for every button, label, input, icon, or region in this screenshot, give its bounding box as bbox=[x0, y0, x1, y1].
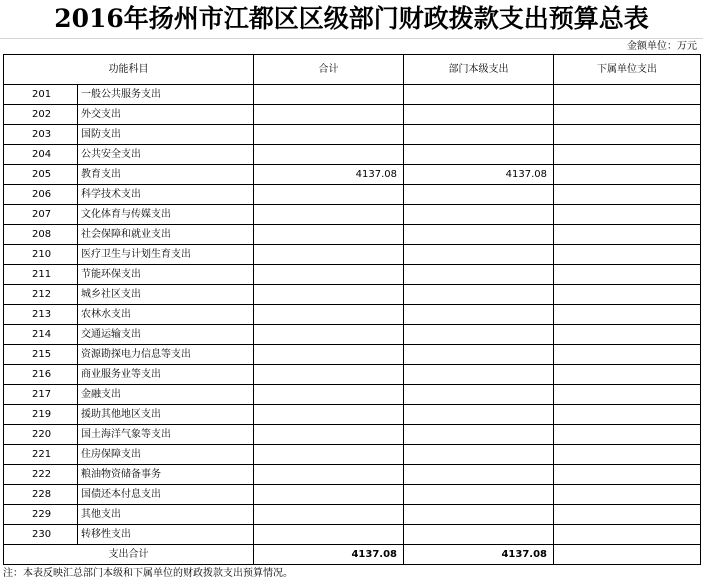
cell-code[interactable]: 215 bbox=[4, 345, 78, 365]
table-row bbox=[4, 465, 701, 485]
cell-sub[interactable] bbox=[554, 345, 701, 365]
header-dept-level[interactable]: 部门本级支出 bbox=[404, 55, 554, 85]
cell-dept[interactable] bbox=[404, 345, 554, 365]
cell-sub[interactable] bbox=[554, 105, 701, 125]
header-function-subject[interactable]: 功能科目 bbox=[4, 55, 254, 85]
cell-name[interactable]: 农林水支出 bbox=[78, 305, 254, 325]
cell-total[interactable] bbox=[254, 125, 404, 145]
cell-dept[interactable] bbox=[404, 285, 554, 305]
cell-dept[interactable] bbox=[404, 185, 554, 205]
cell-total[interactable] bbox=[254, 505, 404, 525]
cell-code[interactable]: 204 bbox=[4, 145, 78, 165]
cell-code[interactable]: 220 bbox=[4, 425, 78, 445]
cell-code[interactable]: 228 bbox=[4, 485, 78, 505]
cell-total[interactable] bbox=[254, 225, 404, 245]
cell-dept[interactable] bbox=[404, 385, 554, 405]
unit-label: 金额单位：万元 bbox=[627, 41, 697, 52]
cell-dept[interactable] bbox=[404, 145, 554, 165]
table-row bbox=[4, 405, 701, 425]
table-note: 注：本表反映汇总部门本级和下属单位的财政拨款支出预算情况。 bbox=[3, 568, 293, 579]
cell-dept[interactable] bbox=[404, 445, 554, 465]
table-row bbox=[4, 205, 701, 225]
cell-code[interactable]: 222 bbox=[4, 465, 78, 485]
header-sub-unit[interactable]: 下属单位支出 bbox=[554, 55, 701, 85]
table-row bbox=[4, 165, 701, 185]
cell-name[interactable]: 国债还本付息支出 bbox=[78, 485, 254, 505]
cell-total[interactable] bbox=[254, 245, 404, 265]
table-row bbox=[4, 525, 701, 545]
cell-name[interactable]: 住房保障支出 bbox=[78, 445, 254, 465]
cell-dept[interactable] bbox=[404, 265, 554, 285]
cell-name[interactable]: 交通运输支出 bbox=[78, 325, 254, 345]
table-row bbox=[4, 105, 701, 125]
cell-code[interactable]: 205 bbox=[4, 165, 78, 185]
cell-name[interactable]: 粮油物资储备事务 bbox=[78, 465, 254, 485]
cell-total[interactable] bbox=[254, 485, 404, 505]
cell-dept[interactable] bbox=[404, 125, 554, 145]
cell-sub[interactable] bbox=[554, 205, 701, 225]
cell-code[interactable]: 217 bbox=[4, 385, 78, 405]
cell-sub[interactable] bbox=[554, 385, 701, 405]
cell-code[interactable]: 207 bbox=[4, 205, 78, 225]
cell-total[interactable] bbox=[254, 345, 404, 365]
cell-dept[interactable] bbox=[404, 305, 554, 325]
cell-name[interactable]: 国防支出 bbox=[78, 125, 254, 145]
cell-sub[interactable] bbox=[554, 165, 701, 185]
cell-code[interactable]: 221 bbox=[4, 445, 78, 465]
cell-sub[interactable] bbox=[554, 325, 701, 345]
cell-code[interactable]: 211 bbox=[4, 265, 78, 285]
cell-sub[interactable] bbox=[554, 145, 701, 165]
table-row bbox=[4, 425, 701, 445]
cell-name[interactable]: 社会保障和就业支出 bbox=[78, 225, 254, 245]
cell-sub[interactable] bbox=[554, 525, 701, 545]
cell-sub[interactable] bbox=[554, 425, 701, 445]
cell-sub[interactable] bbox=[554, 85, 701, 105]
table-row bbox=[4, 145, 701, 165]
cell-code[interactable]: 230 bbox=[4, 525, 78, 545]
table-row bbox=[4, 365, 701, 385]
cell-code[interactable]: 219 bbox=[4, 405, 78, 425]
cell-sub[interactable] bbox=[554, 185, 701, 205]
cell-name[interactable]: 城乡社区支出 bbox=[78, 285, 254, 305]
cell-total[interactable] bbox=[254, 305, 404, 325]
cell-name[interactable]: 转移性支出 bbox=[78, 525, 254, 545]
cell-sub[interactable] bbox=[554, 125, 701, 145]
total-dept[interactable]: 4137.08 bbox=[404, 545, 554, 565]
cell-name[interactable]: 节能环保支出 bbox=[78, 265, 254, 285]
table-row bbox=[4, 285, 701, 305]
cell-sub[interactable] bbox=[554, 505, 701, 525]
cell-total[interactable] bbox=[254, 365, 404, 385]
total-row bbox=[4, 545, 701, 565]
cell-dept[interactable] bbox=[404, 405, 554, 425]
cell-total[interactable] bbox=[254, 465, 404, 485]
cell-code[interactable]: 210 bbox=[4, 245, 78, 265]
table-row bbox=[4, 305, 701, 325]
table-row bbox=[4, 125, 701, 145]
table-header-row bbox=[4, 55, 701, 85]
total-sub[interactable] bbox=[554, 545, 701, 565]
cell-name[interactable]: 国土海洋气象等支出 bbox=[78, 425, 254, 445]
cell-name[interactable]: 外交支出 bbox=[78, 105, 254, 125]
cell-code[interactable]: 214 bbox=[4, 325, 78, 345]
cell-name[interactable]: 其他支出 bbox=[78, 505, 254, 525]
table-row bbox=[4, 485, 701, 505]
cell-sub[interactable] bbox=[554, 445, 701, 465]
cell-name[interactable]: 一般公共服务支出 bbox=[78, 85, 254, 105]
cell-dept[interactable] bbox=[404, 325, 554, 345]
table-row bbox=[4, 85, 701, 105]
spreadsheet-gridline bbox=[0, 38, 703, 55]
table-row bbox=[4, 345, 701, 365]
cell-total[interactable] bbox=[254, 205, 404, 225]
cell-sub[interactable] bbox=[554, 265, 701, 285]
cell-total[interactable] bbox=[254, 105, 404, 125]
cell-dept[interactable] bbox=[404, 245, 554, 265]
cell-code[interactable]: 212 bbox=[4, 285, 78, 305]
cell-total[interactable] bbox=[254, 525, 404, 545]
total-amount[interactable]: 4137.08 bbox=[254, 545, 404, 565]
cell-dept[interactable] bbox=[404, 205, 554, 225]
cell-total[interactable] bbox=[254, 325, 404, 345]
cell-code[interactable]: 213 bbox=[4, 305, 78, 325]
table-row bbox=[4, 445, 701, 465]
cell-code[interactable]: 206 bbox=[4, 185, 78, 205]
cell-dept[interactable] bbox=[404, 225, 554, 245]
cell-total[interactable] bbox=[254, 425, 404, 445]
cell-code[interactable]: 202 bbox=[4, 105, 78, 125]
cell-total[interactable] bbox=[254, 385, 404, 405]
cell-total[interactable] bbox=[254, 405, 404, 425]
cell-code[interactable]: 229 bbox=[4, 505, 78, 525]
cell-name[interactable]: 科学技术支出 bbox=[78, 185, 254, 205]
cell-sub[interactable] bbox=[554, 285, 701, 305]
cell-total[interactable] bbox=[254, 85, 404, 105]
cell-name[interactable]: 文化体育与传媒支出 bbox=[78, 205, 254, 225]
cell-code[interactable]: 208 bbox=[4, 225, 78, 245]
cell-total[interactable]: 4137.08 bbox=[254, 165, 404, 185]
cell-sub[interactable] bbox=[554, 465, 701, 485]
cell-name[interactable]: 援助其他地区支出 bbox=[78, 405, 254, 425]
table-row bbox=[4, 185, 701, 205]
header-total[interactable]: 合计 bbox=[254, 55, 404, 85]
table-row bbox=[4, 385, 701, 405]
budget-table bbox=[3, 54, 701, 565]
cell-dept[interactable] bbox=[404, 85, 554, 105]
cell-total[interactable] bbox=[254, 285, 404, 305]
cell-dept[interactable]: 4137.08 bbox=[404, 165, 554, 185]
table-row bbox=[4, 225, 701, 245]
table-row bbox=[4, 325, 701, 345]
cell-total[interactable] bbox=[254, 145, 404, 165]
cell-sub[interactable] bbox=[554, 365, 701, 385]
cell-total[interactable] bbox=[254, 185, 404, 205]
cell-code[interactable]: 203 bbox=[4, 125, 78, 145]
cell-sub[interactable] bbox=[554, 245, 701, 265]
cell-dept[interactable] bbox=[404, 505, 554, 525]
cell-name[interactable]: 商业服务业等支出 bbox=[78, 365, 254, 385]
table-row bbox=[4, 245, 701, 265]
cell-dept[interactable] bbox=[404, 105, 554, 125]
cell-code[interactable]: 201 bbox=[4, 85, 78, 105]
cell-dept[interactable] bbox=[404, 485, 554, 505]
table-row bbox=[4, 265, 701, 285]
cell-sub[interactable] bbox=[554, 405, 701, 425]
cell-name[interactable]: 公共安全支出 bbox=[78, 145, 254, 165]
cell-sub[interactable] bbox=[554, 485, 701, 505]
total-label[interactable]: 支出合计 bbox=[4, 545, 254, 565]
cell-code[interactable]: 216 bbox=[4, 365, 78, 385]
cell-name[interactable]: 金融支出 bbox=[78, 385, 254, 405]
cell-name[interactable]: 资源勘探电力信息等支出 bbox=[78, 345, 254, 365]
cell-dept[interactable] bbox=[404, 465, 554, 485]
cell-dept[interactable] bbox=[404, 525, 554, 545]
cell-name[interactable]: 教育支出 bbox=[78, 165, 254, 185]
table-row bbox=[4, 505, 701, 525]
cell-dept[interactable] bbox=[404, 365, 554, 385]
page-title: 2016年扬州市江都区区级部门财政拨款支出预算总表 bbox=[54, 4, 649, 33]
cell-total[interactable] bbox=[254, 445, 404, 465]
cell-sub[interactable] bbox=[554, 225, 701, 245]
cell-sub[interactable] bbox=[554, 305, 701, 325]
cell-dept[interactable] bbox=[404, 425, 554, 445]
cell-name[interactable]: 医疗卫生与计划生育支出 bbox=[78, 245, 254, 265]
cell-total[interactable] bbox=[254, 265, 404, 285]
